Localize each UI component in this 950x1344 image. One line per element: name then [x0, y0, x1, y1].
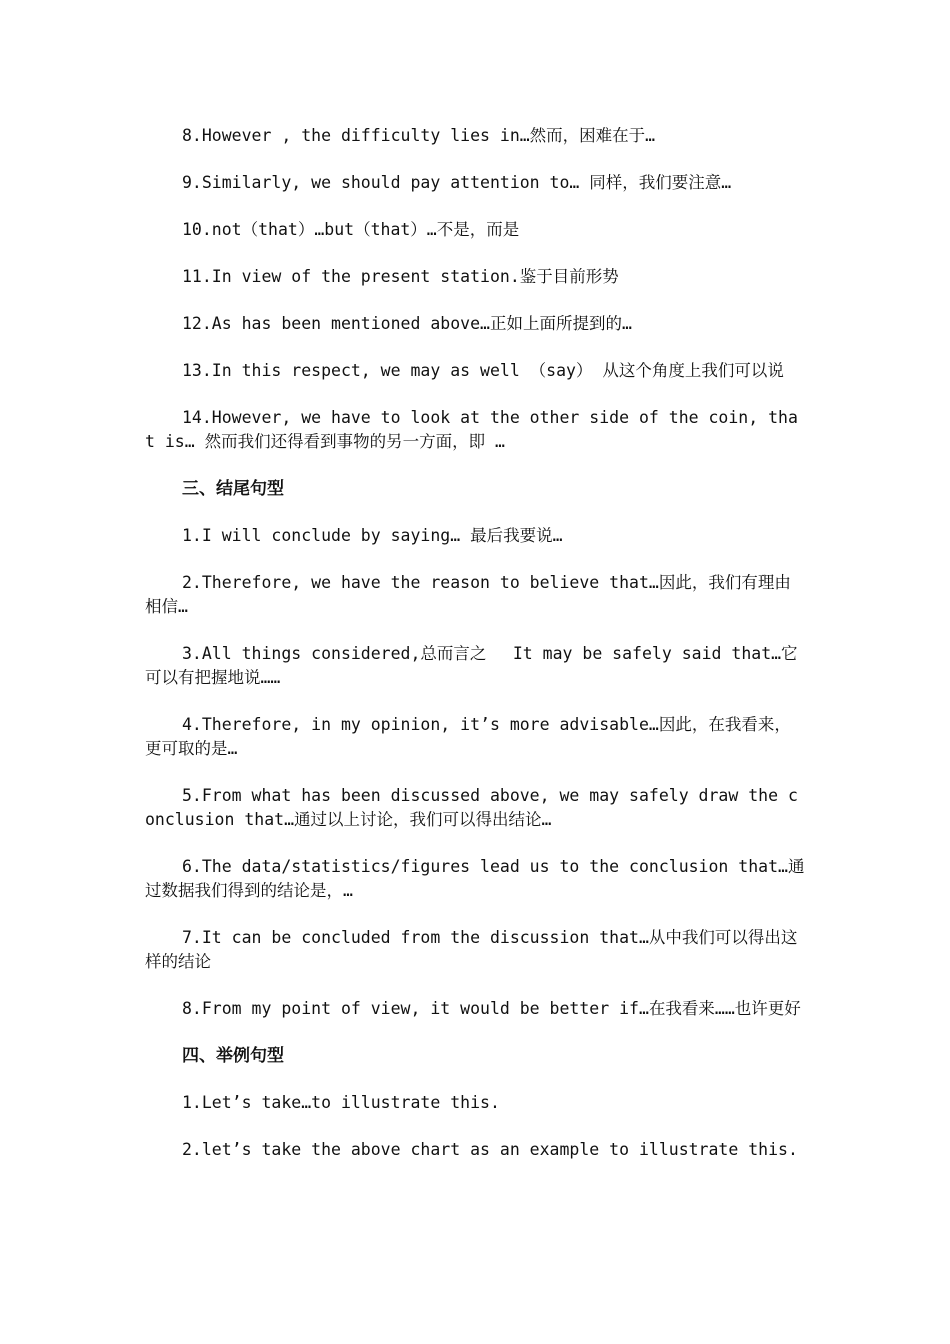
- phrase-item: 3.All things considered,总而言之 It may be safely said that…它可以有把握地说……: [145, 644, 798, 687]
- phrase-item: 8.However , the difficulty lies in…然而，困难在于…: [182, 126, 656, 145]
- phrase-item: 12.As has been mentioned above…正如上面所提到的…: [182, 314, 632, 333]
- phrase-item: 8.From my point of view, it would be better if…在我看来……也许更好: [182, 999, 801, 1018]
- document-body: [145, 124, 807, 1185]
- section-heading-examples: 四、举例句型: [182, 1046, 284, 1066]
- phrase-item: 1.I will conclude by saying… 最后我要说…: [182, 526, 563, 545]
- phrase-item: 9.Similarly, we should pay attention to… 同样，我们要注意…: [182, 173, 732, 192]
- phrase-item: 2.Therefore, we have the reason to believe that…因此，我们有理由相信…: [145, 573, 791, 616]
- phrase-item: 7.It can be concluded from the discussion that…从中我们可以得出这样的结论: [145, 928, 798, 971]
- phrase-item: 14.However, we have to look at the other side of the coin, that is… 然而我们还得看到事物的另一方面，即 …: [145, 408, 798, 451]
- section-heading-conclusion: 三、结尾句型: [182, 479, 284, 499]
- phrase-item: 6.The data/statistics/figures lead us to the conclusion that…通过数据我们得到的结论是，…: [145, 857, 805, 900]
- phrase-item: 11.In view of the present station.鉴于目前形势: [182, 267, 619, 286]
- phrase-item: 5.From what has been discussed above, we may safely draw the conclusion that…通过以上讨论，我们可以得出结论…: [145, 786, 798, 829]
- phrase-item: 13.In this respect, we may as well （say） 从这个角度上我们可以说: [182, 361, 784, 380]
- phrase-item: 2.let’s take the above chart as an example to illustrate this.: [182, 1140, 798, 1159]
- phrase-item: 10.not（that）…but（that）…不是，而是: [182, 220, 520, 239]
- phrase-item: 1.Let’s take…to illustrate this.: [182, 1093, 500, 1112]
- phrase-item: 4.Therefore, in my opinion, it’s more advisable…因此，在我看来，更可取的是…: [145, 715, 791, 758]
